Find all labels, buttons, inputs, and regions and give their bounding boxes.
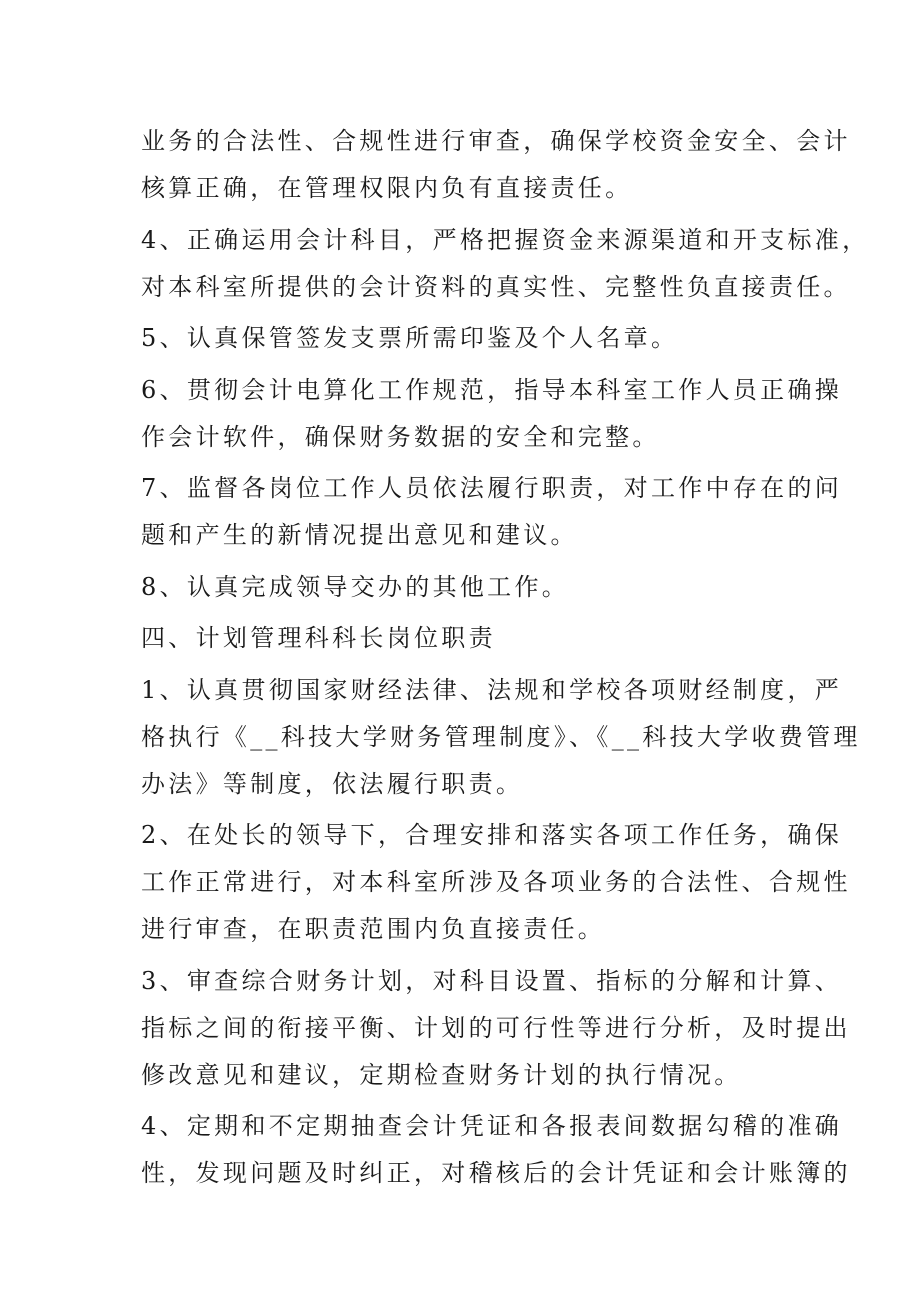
- text-line: 3、审查综合财务计划，对科目设置、指标的分解和计算、: [141, 966, 843, 995]
- text-line: 核算正确，在管理权限内负有直接责任。: [141, 174, 633, 202]
- text-line: 指标之间的衔接平衡、计划的可行性等进行分析，及时提出: [141, 1013, 851, 1042]
- text-line: 工作正常进行，对本科室所涉及各项业务的合法性、合规性: [141, 868, 851, 896]
- text-line: 业务的合法性、合规性进行审查，确保学校资金安全、会计: [141, 127, 851, 155]
- text-line: 4、定期和不定期抽查会计凭证和各报表间数据勾稽的准确: [141, 1112, 843, 1140]
- text-line: 题和产生的新情况提出意见和建议。: [141, 521, 578, 549]
- document-body: [141, 118, 870, 1197]
- text-line: 4、正确运用会计科目，严格把握资金来源渠道和开支标准，: [141, 225, 870, 254]
- text-line: 性，发现问题及时纠正，对稽核后的会计凭证和会计账簿的: [141, 1159, 851, 1187]
- text-line: 6、贯彻会计电算化工作规范，指导本科室工作人员正确操: [141, 375, 843, 404]
- text-line: 7、监督各岗位工作人员依法履行职责，对工作中存在的问: [141, 474, 843, 502]
- text-line: 作会计软件，确保财务数据的安全和完整。: [141, 422, 660, 451]
- text-line: 对本科室所提供的会计资料的真实性、完整性负直接责任。: [141, 272, 851, 301]
- text-line: 5、认真保管签发支票所需印鉴及个人名章。: [141, 324, 679, 352]
- text-line: 8、认真完成领导交办的其他工作。: [141, 572, 570, 601]
- text-line: 2、在处长的领导下，合理安排和落实各项工作任务，确保: [141, 821, 843, 849]
- text-line: 办法》等制度，依法履行职责。: [141, 769, 524, 798]
- text-line: 修改意见和建议，定期检查财务计划的执行情况。: [141, 1060, 742, 1089]
- text-line: 格执行《__科技大学财务管理制度》、《__科技大学收费管理: [141, 722, 861, 751]
- text-line: 四、计划管理科科长岗位职责: [141, 624, 496, 652]
- text-line: 1、认真贯彻国家财经法律、法规和学校各项财经制度，严: [141, 675, 843, 704]
- text-line: 进行审查，在职责范围内负直接责任。: [141, 915, 606, 943]
